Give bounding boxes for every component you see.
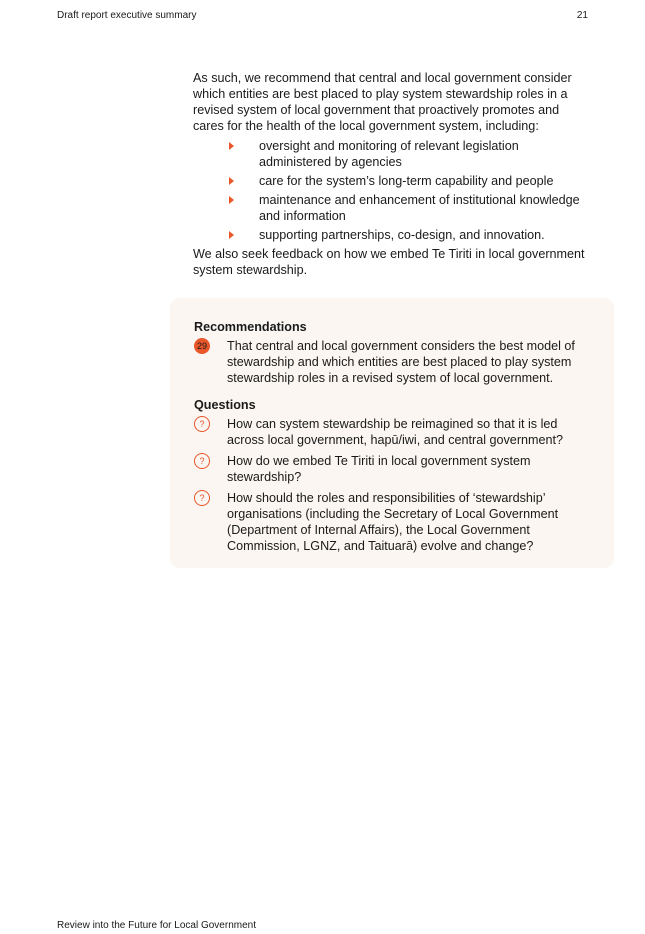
question-item — [194, 453, 584, 485]
running-header-title: Draft report executive summary — [57, 10, 197, 21]
question-mark-icon: ? — [194, 416, 210, 432]
question-text: How can system stewardship be reimagined so that it is led across local government, hapū/iwi, and central government? — [227, 417, 564, 447]
bullet-arrow-icon — [229, 177, 234, 185]
bullet-item — [259, 227, 588, 243]
running-footer: Review into the Future for Local Government — [57, 920, 256, 931]
page-number: 21 — [576, 10, 588, 21]
body-text — [193, 70, 588, 278]
bullet-arrow-icon — [229, 231, 234, 239]
intro-paragraph: As such, we recommend that central and local government consider which entities are best placed to play system stewardship roles in a revised system of local government that proactively promotes and cares for the health of the local government system, including: — [193, 71, 572, 133]
bullet-text: care for the system’s long-term capability and people — [259, 174, 554, 188]
recommendation-item — [194, 338, 584, 386]
bullet-list — [193, 138, 588, 243]
question-mark-icon: ? — [194, 490, 210, 506]
question-item — [194, 490, 584, 554]
bullet-item — [259, 173, 588, 189]
bullet-arrow-icon — [229, 142, 234, 150]
question-text: How do we embed Te Tiriti in local government system stewardship? — [227, 454, 531, 484]
bullet-item — [259, 138, 588, 170]
recommendation-text: That central and local government considers the best model of stewardship and which entities are best placed to play system stewardship roles in a revised system of local government. — [227, 339, 575, 385]
closing-paragraph: We also seek feedback on how we embed Te Tiriti in local government system stewardship. — [193, 247, 585, 277]
question-item — [194, 416, 584, 448]
question-text: How should the roles and responsibilities of ‘stewardship’ organisations (including the Secretary of Local Government (Department of Internal Affairs), the Local Government Commission, LGNZ, and Taituarā) evolve and change? — [227, 491, 559, 553]
recommendations-heading: Recommendations — [194, 320, 307, 334]
bullet-text: oversight and monitoring of relevant legislation administered by agencies — [259, 139, 519, 169]
bullet-text: supporting partnerships, co-design, and innovation. — [259, 228, 545, 242]
recommendations-box-content — [194, 319, 584, 559]
question-mark-icon: ? — [194, 453, 210, 469]
questions-heading: Questions — [194, 398, 256, 412]
bullet-item — [259, 192, 588, 224]
recommendations-box — [170, 298, 614, 568]
bullet-text: maintenance and enhancement of institutional knowledge and information — [259, 193, 580, 223]
bullet-arrow-icon — [229, 196, 234, 204]
recommendation-number-badge: 29 — [194, 338, 210, 354]
